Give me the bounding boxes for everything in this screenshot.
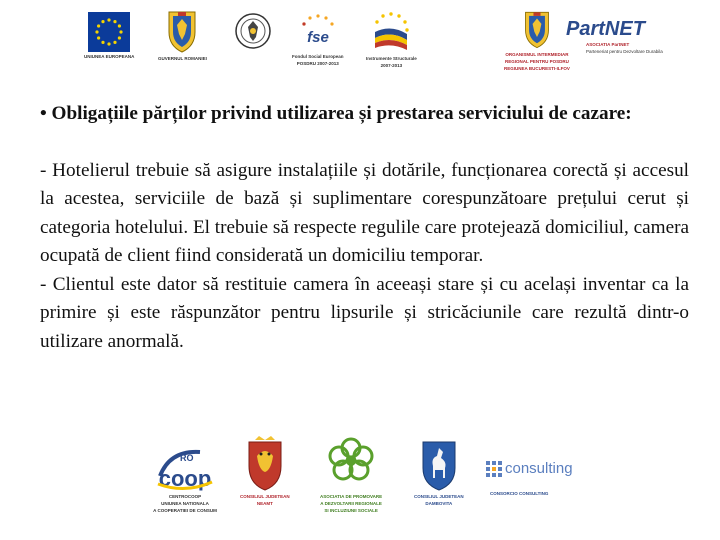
section-heading: • Obligațiile părților privind utilizarea și prestarea serviciului de cazare:	[40, 103, 632, 124]
coop-prefix: RO	[180, 453, 194, 463]
intermediate-body-caption-1: ORGANISMUL INTERMEDIAR	[505, 52, 569, 57]
structural-instruments-logo	[366, 10, 417, 68]
romania-coat-of-arms-icon	[165, 10, 199, 54]
government-caption: GUVERNUL ROMANIEI	[158, 56, 207, 61]
dambovita-county-council-logo	[414, 438, 464, 506]
adrs-association-logo	[320, 436, 382, 513]
structural-instruments-caption-2: 2007-2013	[380, 63, 403, 68]
consulting-caption: CONSORCIO CONSULTING	[490, 491, 549, 496]
neamt-coat-of-arms-icon	[245, 436, 285, 492]
partnet-brand: PartNET	[566, 18, 645, 40]
adrs-flower-icon	[321, 436, 381, 492]
structural-instruments-icon	[367, 10, 415, 54]
centrocoop-caption-3: A COOPERATIEI DE CONSUM	[153, 508, 217, 513]
intermediate-body-caption-3: REGIUNEA BUCURESTI-ILFOV	[504, 66, 570, 71]
neamt-caption-1: CONSILIUL JUDETEAN	[240, 494, 290, 499]
dambovita-coat-of-arms-icon	[419, 438, 459, 492]
ministry-seal-icon	[234, 12, 272, 50]
partnet-logo	[566, 18, 663, 54]
eu-caption: UNIUNEA EUROPEANA	[84, 54, 135, 59]
coop-mark-text: coop	[158, 466, 212, 491]
centrocoop-logo	[150, 446, 220, 513]
structural-instruments-caption-1: Instrumente Structurale	[366, 56, 417, 61]
content-block	[40, 100, 689, 356]
fse-caption-2: POSDRU 2007-2013	[296, 61, 339, 66]
client-obligations-paragraph: - Clientul este dator să restituie camera în aceeași stare și cu același inventar ca la primire și este răspunzător pentru lipsurile și stricăciunile care rezultă dintr-o utilizare anormală.	[40, 273, 689, 352]
ministry-seal-logo	[234, 12, 272, 50]
dambovita-caption-2: DAMBOVITA	[425, 501, 453, 506]
dambovita-caption-1: CONSILIUL JUDETEAN	[414, 494, 464, 499]
intermediate-body-logo	[504, 10, 570, 71]
neamt-caption-2: NEAMT	[256, 501, 273, 506]
adrs-caption-1: ASOCIATIA DE PROMOVARE	[320, 494, 383, 499]
partnet-caption-2: Parteneriat pentru Dezvoltare Durabila	[586, 49, 663, 54]
adrs-caption-2: A DEZVOLTARII REGIONALE	[320, 501, 382, 506]
fse-mark-icon	[295, 12, 341, 52]
partnet-caption-1: ASOCIATIA PartNET	[586, 42, 630, 47]
eu-logo	[84, 12, 134, 59]
consulting-brand: consulting	[505, 460, 573, 477]
centrocoop-caption-1: CENTROCOOP	[168, 494, 202, 499]
eu-flag-icon	[88, 12, 130, 52]
fse-caption-1: Fondul Social European	[292, 54, 344, 59]
consulting-grid-icon	[486, 461, 502, 477]
adrs-caption-3: SI INCLUZIUNII SOCIALE	[324, 508, 378, 513]
fse-logo	[292, 12, 344, 66]
intermediate-body-caption-2: REGIONAL PENTRU POSDRU	[504, 59, 569, 64]
fse-mark-text: fse	[306, 29, 329, 46]
neamt-county-council-logo	[240, 436, 290, 506]
hotelier-obligations-paragraph: - Hotelierul trebuie să asigure instalațiile și dotările, funcționarea corectă și accesul la acestea, serviciile de bază și suplimentare corespunzătoare prețului cerut și categoria hotelului. El trebuie să respecte regulile care protejează domiciliul, camera ocupată de client fiind considerată un domiciliu temporar.	[40, 159, 689, 266]
government-logo	[158, 10, 207, 61]
centrocoop-caption-2: UNIUNEA NATIONALA	[161, 501, 209, 506]
intermediate-body-coat-of-arms-icon	[522, 10, 552, 50]
coop-mark-icon	[150, 446, 220, 492]
consulting-logo	[486, 460, 573, 496]
